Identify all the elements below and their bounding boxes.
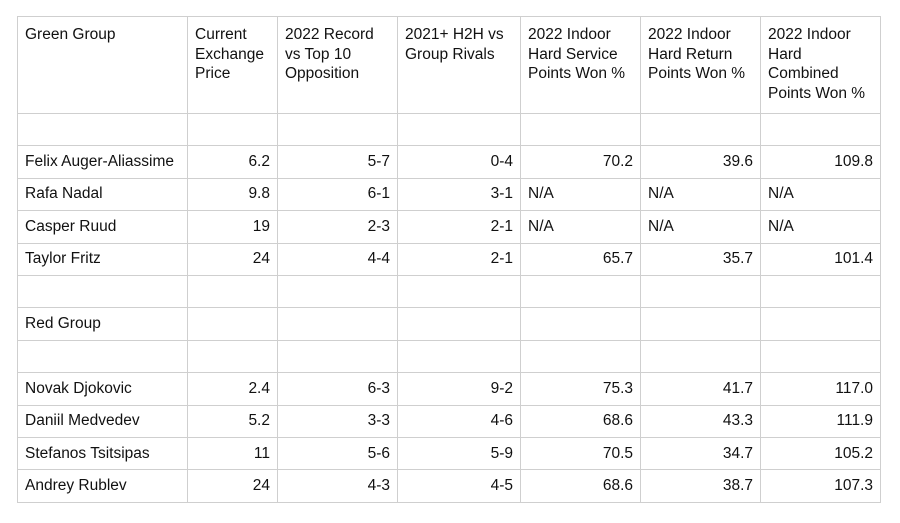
service-pct-cell: N/A <box>521 178 641 210</box>
combined-pct-cell: N/A <box>761 211 881 243</box>
table-cell <box>188 340 278 372</box>
player-name-cell: Stefanos Tsitsipas <box>18 437 188 469</box>
exchange-price-cell: 5.2 <box>188 405 278 437</box>
h2h-cell: 4-5 <box>398 470 521 502</box>
combined-pct-cell: 109.8 <box>761 146 881 178</box>
record-cell: 2-3 <box>278 211 398 243</box>
player-name-cell: Daniil Medvedev <box>18 405 188 437</box>
service-pct-cell: 68.6 <box>521 470 641 502</box>
table-cell <box>188 114 278 146</box>
combined-pct-cell: 117.0 <box>761 373 881 405</box>
table-cell <box>278 340 398 372</box>
table-row <box>18 243 881 275</box>
record-cell: 5-7 <box>278 146 398 178</box>
spacer-row <box>18 114 881 146</box>
service-pct-cell: 75.3 <box>521 373 641 405</box>
return-pct-cell: N/A <box>641 211 761 243</box>
return-pct-cell: 38.7 <box>641 470 761 502</box>
table-cell <box>761 114 881 146</box>
exchange-price-cell: 6.2 <box>188 146 278 178</box>
table-row <box>18 437 881 469</box>
combined-pct-cell: 105.2 <box>761 437 881 469</box>
service-pct-cell: N/A <box>521 211 641 243</box>
exchange-price-cell: 9.8 <box>188 178 278 210</box>
table-row <box>18 373 881 405</box>
table-cell <box>18 275 188 307</box>
table-cell <box>761 340 881 372</box>
record-cell: 5-6 <box>278 437 398 469</box>
table-row <box>18 405 881 437</box>
h2h-cell: 9-2 <box>398 373 521 405</box>
header-cell-combined-pct: 2022 Indoor Hard Combined Points Won % <box>761 17 881 114</box>
return-pct-cell: 39.6 <box>641 146 761 178</box>
table-cell <box>398 340 521 372</box>
return-pct-cell: 35.7 <box>641 243 761 275</box>
table-cell <box>641 340 761 372</box>
player-name-cell: Casper Ruud <box>18 211 188 243</box>
table-cell <box>761 275 881 307</box>
table-cell <box>188 308 278 340</box>
table-cell <box>521 114 641 146</box>
table-cell <box>641 308 761 340</box>
table-row <box>18 146 881 178</box>
return-pct-cell: 34.7 <box>641 437 761 469</box>
combined-pct-cell: 107.3 <box>761 470 881 502</box>
exchange-price-cell: 19 <box>188 211 278 243</box>
combined-pct-cell: 101.4 <box>761 243 881 275</box>
return-pct-cell: 43.3 <box>641 405 761 437</box>
table-cell <box>641 114 761 146</box>
table-cell <box>18 114 188 146</box>
combined-pct-cell: N/A <box>761 178 881 210</box>
exchange-price-cell: 11 <box>188 437 278 469</box>
combined-pct-cell: 111.9 <box>761 405 881 437</box>
exchange-price-cell: 24 <box>188 243 278 275</box>
player-name-cell: Novak Djokovic <box>18 373 188 405</box>
return-pct-cell: N/A <box>641 178 761 210</box>
player-name-cell: Rafa Nadal <box>18 178 188 210</box>
record-cell: 4-3 <box>278 470 398 502</box>
table-cell <box>188 275 278 307</box>
spacer-row <box>18 340 881 372</box>
header-cell-return-pct: 2022 Indoor Hard Return Points Won % <box>641 17 761 114</box>
table-cell <box>278 114 398 146</box>
spacer-row <box>18 275 881 307</box>
atp-finals-comparison-table <box>17 16 881 503</box>
service-pct-cell: 70.5 <box>521 437 641 469</box>
table-cell <box>761 308 881 340</box>
h2h-cell: 0-4 <box>398 146 521 178</box>
player-name-cell: Taylor Fritz <box>18 243 188 275</box>
player-name-cell: Andrey Rublev <box>18 470 188 502</box>
table-cell <box>278 308 398 340</box>
exchange-price-cell: 2.4 <box>188 373 278 405</box>
record-cell: 4-4 <box>278 243 398 275</box>
h2h-cell: 4-6 <box>398 405 521 437</box>
h2h-cell: 5-9 <box>398 437 521 469</box>
table-row <box>18 211 881 243</box>
table-row <box>18 178 881 210</box>
table-cell <box>398 114 521 146</box>
table-cell <box>521 308 641 340</box>
header-row <box>18 17 881 114</box>
header-cell-service-pct: 2022 Indoor Hard Service Points Won % <box>521 17 641 114</box>
record-cell: 6-3 <box>278 373 398 405</box>
table-row <box>18 470 881 502</box>
header-cell-h2h: 2021+ H2H vs Group Rivals <box>398 17 521 114</box>
table-cell <box>398 275 521 307</box>
record-cell: 3-3 <box>278 405 398 437</box>
header-cell-exchange-price: Current Exchange Price <box>188 17 278 114</box>
record-cell: 6-1 <box>278 178 398 210</box>
table-cell <box>278 275 398 307</box>
service-pct-cell: 70.2 <box>521 146 641 178</box>
service-pct-cell: 68.6 <box>521 405 641 437</box>
service-pct-cell: 65.7 <box>521 243 641 275</box>
exchange-price-cell: 24 <box>188 470 278 502</box>
group-label-cell: Red Group <box>18 308 188 340</box>
header-cell-group: Green Group <box>18 17 188 114</box>
table-cell <box>398 308 521 340</box>
table-cell <box>18 340 188 372</box>
h2h-cell: 3-1 <box>398 178 521 210</box>
header-cell-record-vs-top10: 2022 Record vs Top 10 Opposition <box>278 17 398 114</box>
group-label-row <box>18 308 881 340</box>
table-cell <box>521 340 641 372</box>
table-cell <box>641 275 761 307</box>
table-cell <box>521 275 641 307</box>
return-pct-cell: 41.7 <box>641 373 761 405</box>
h2h-cell: 2-1 <box>398 211 521 243</box>
h2h-cell: 2-1 <box>398 243 521 275</box>
player-name-cell: Felix Auger-Aliassime <box>18 146 188 178</box>
